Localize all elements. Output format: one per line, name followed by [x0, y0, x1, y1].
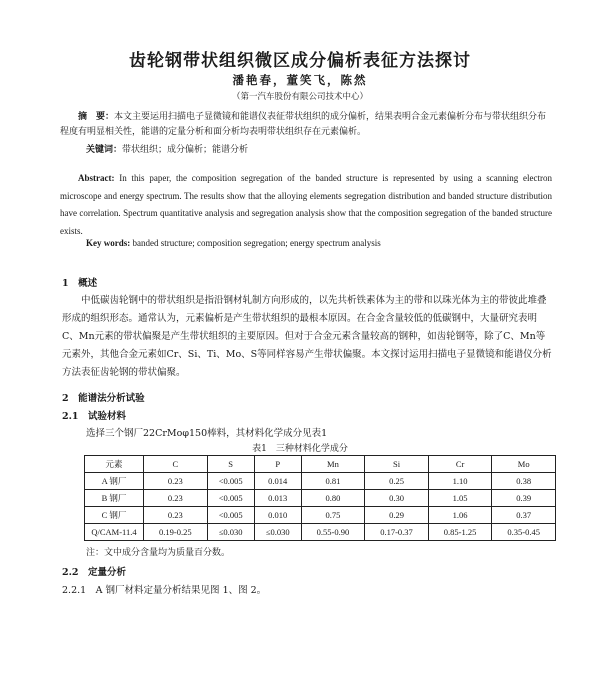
- table-cell: 0.23: [144, 490, 208, 507]
- table-cell: 0.013: [254, 490, 301, 507]
- section-2-2-heading: 2.2 定量分析: [62, 567, 127, 578]
- english-keywords-text: banded structure; composition segregation; energy spectrum analysis: [132, 238, 381, 248]
- table-cell: 0.39: [492, 490, 556, 507]
- table-header-cell: S: [207, 456, 254, 473]
- table-row: [85, 507, 556, 524]
- table-cell: 1.06: [428, 507, 492, 524]
- table-header-cell: Si: [365, 456, 429, 473]
- table-cell: 0.81: [301, 473, 365, 490]
- table-cell: 0.85-1.25: [428, 524, 492, 541]
- table-header-cell: C: [144, 456, 208, 473]
- table-cell: B 钢厂: [85, 490, 144, 507]
- english-abstract: [60, 170, 552, 240]
- table-cell: 0.75: [301, 507, 365, 524]
- table-cell: <0.005: [207, 490, 254, 507]
- table-cell: 0.17-0.37: [365, 524, 429, 541]
- table-cell: <0.005: [207, 473, 254, 490]
- table-cell: C 钢厂: [85, 507, 144, 524]
- table-header-cell: 元素: [85, 456, 144, 473]
- english-abstract-text: In this paper, the composition segregation of the banded structure is represented by using a scanning electron microscope and energy spectrum. The results show that the alloying elements segregation distribution and banded structure distribution have correlation. Spectrum quantitative analysis and segregation analysis show that the composition segregation of the banded structure exists.: [60, 173, 552, 236]
- affiliation: （第一汽车股份有限公司技术中心）: [231, 92, 368, 102]
- chinese-abstract-text: 本文主要运用扫描电子显微镜和能谱仪表征带状组织的成分偏析，结果表明合金元素偏析分布与带状组织分布程度有明显相关性，能谱的定量分析和面分析均表明带状组织存在元素偏析。: [60, 112, 547, 137]
- table-header-cell: Mn: [301, 456, 365, 473]
- table-caption: 表1 三种材料化学成分: [252, 444, 348, 454]
- chinese-abstract: [60, 110, 550, 140]
- section-2-heading: 2 能谱法分析试验: [62, 393, 145, 404]
- table-cell: 0.19-0.25: [144, 524, 208, 541]
- table-cell: 0.010: [254, 507, 301, 524]
- table-cell: Q/CAM-11.4: [85, 524, 144, 541]
- chinese-keywords: [86, 142, 248, 155]
- table-header-cell: Cr: [428, 456, 492, 473]
- table-row: [85, 524, 556, 541]
- table-header-cell: Mo: [492, 456, 556, 473]
- table-cell: 0.29: [365, 507, 429, 524]
- table-cell: 0.23: [144, 473, 208, 490]
- table-cell: 0.35-0.45: [492, 524, 556, 541]
- table-cell: 0.014: [254, 473, 301, 490]
- section-2-2-1-text: 2.2.1 A 钢厂材料定量分析结果见图 1、图 2。: [62, 585, 267, 596]
- chinese-keywords-label: 关键词：: [86, 145, 123, 155]
- table-header-cell: P: [254, 456, 301, 473]
- table-cell: 0.25: [365, 473, 429, 490]
- chinese-abstract-label: 摘 要：: [78, 112, 115, 122]
- section-1-paragraph: 中低碳齿轮钢中的带状组织是指沿钢材轧制方向形成的，以先共析铁素体为主的带和以珠光体为主的带彼此堆叠形成的组织形态。通常认为，元素偏析是产生带状组织的最根本原因。在合金含量较低的低碳钢中，大量研究表明C、Mn元素的带状偏聚是产生带状组织的主要原因。但对于合金元素含量较高的钢种，如齿轮钢等，除了C、Mn等元素外，其他合金元素如Cr、Si、Ti、Mo、S等同样容易产生带状偏聚。本文探讨运用扫描电子显微镜和能谱仪分析方法表征齿轮钢的带状偏聚。: [62, 295, 552, 378]
- section-2-1-text: 选择三个钢厂22CrMoφ150棒料，其材料化学成分见表1: [86, 428, 328, 439]
- table-cell: <0.005: [207, 507, 254, 524]
- english-keywords: [86, 238, 381, 248]
- english-keywords-label: Key words:: [86, 238, 131, 248]
- table-row: [85, 473, 556, 490]
- table-cell: 0.55-0.90: [301, 524, 365, 541]
- table-cell: 0.30: [365, 490, 429, 507]
- english-abstract-label: Abstract:: [78, 173, 115, 183]
- table-cell: 1.05: [428, 490, 492, 507]
- table-cell: 0.37: [492, 507, 556, 524]
- composition-table: [84, 455, 556, 541]
- table-row: [85, 490, 556, 507]
- section-1-heading: 1 概述: [62, 278, 98, 289]
- table-cell: 1.10: [428, 473, 492, 490]
- table-note: 注：文中成分含量均为质量百分数。: [86, 548, 231, 558]
- table-cell: 0.38: [492, 473, 556, 490]
- table-cell: ≤0.030: [207, 524, 254, 541]
- table-cell: 0.80: [301, 490, 365, 507]
- table-cell: 0.23: [144, 507, 208, 524]
- table-cell: ≤0.030: [254, 524, 301, 541]
- paper-title: 齿轮钢带状组织微区成分偏析表征方法探讨: [129, 51, 471, 71]
- authors: 潘艳春，董笑飞，陈然: [232, 73, 368, 87]
- table-header-row: [85, 456, 556, 473]
- section-2-1-heading: 2.1 试验材料: [62, 411, 127, 422]
- chinese-keywords-text: 带状组织；成分偏析；能谱分析: [122, 145, 249, 155]
- table-cell: A 钢厂: [85, 473, 144, 490]
